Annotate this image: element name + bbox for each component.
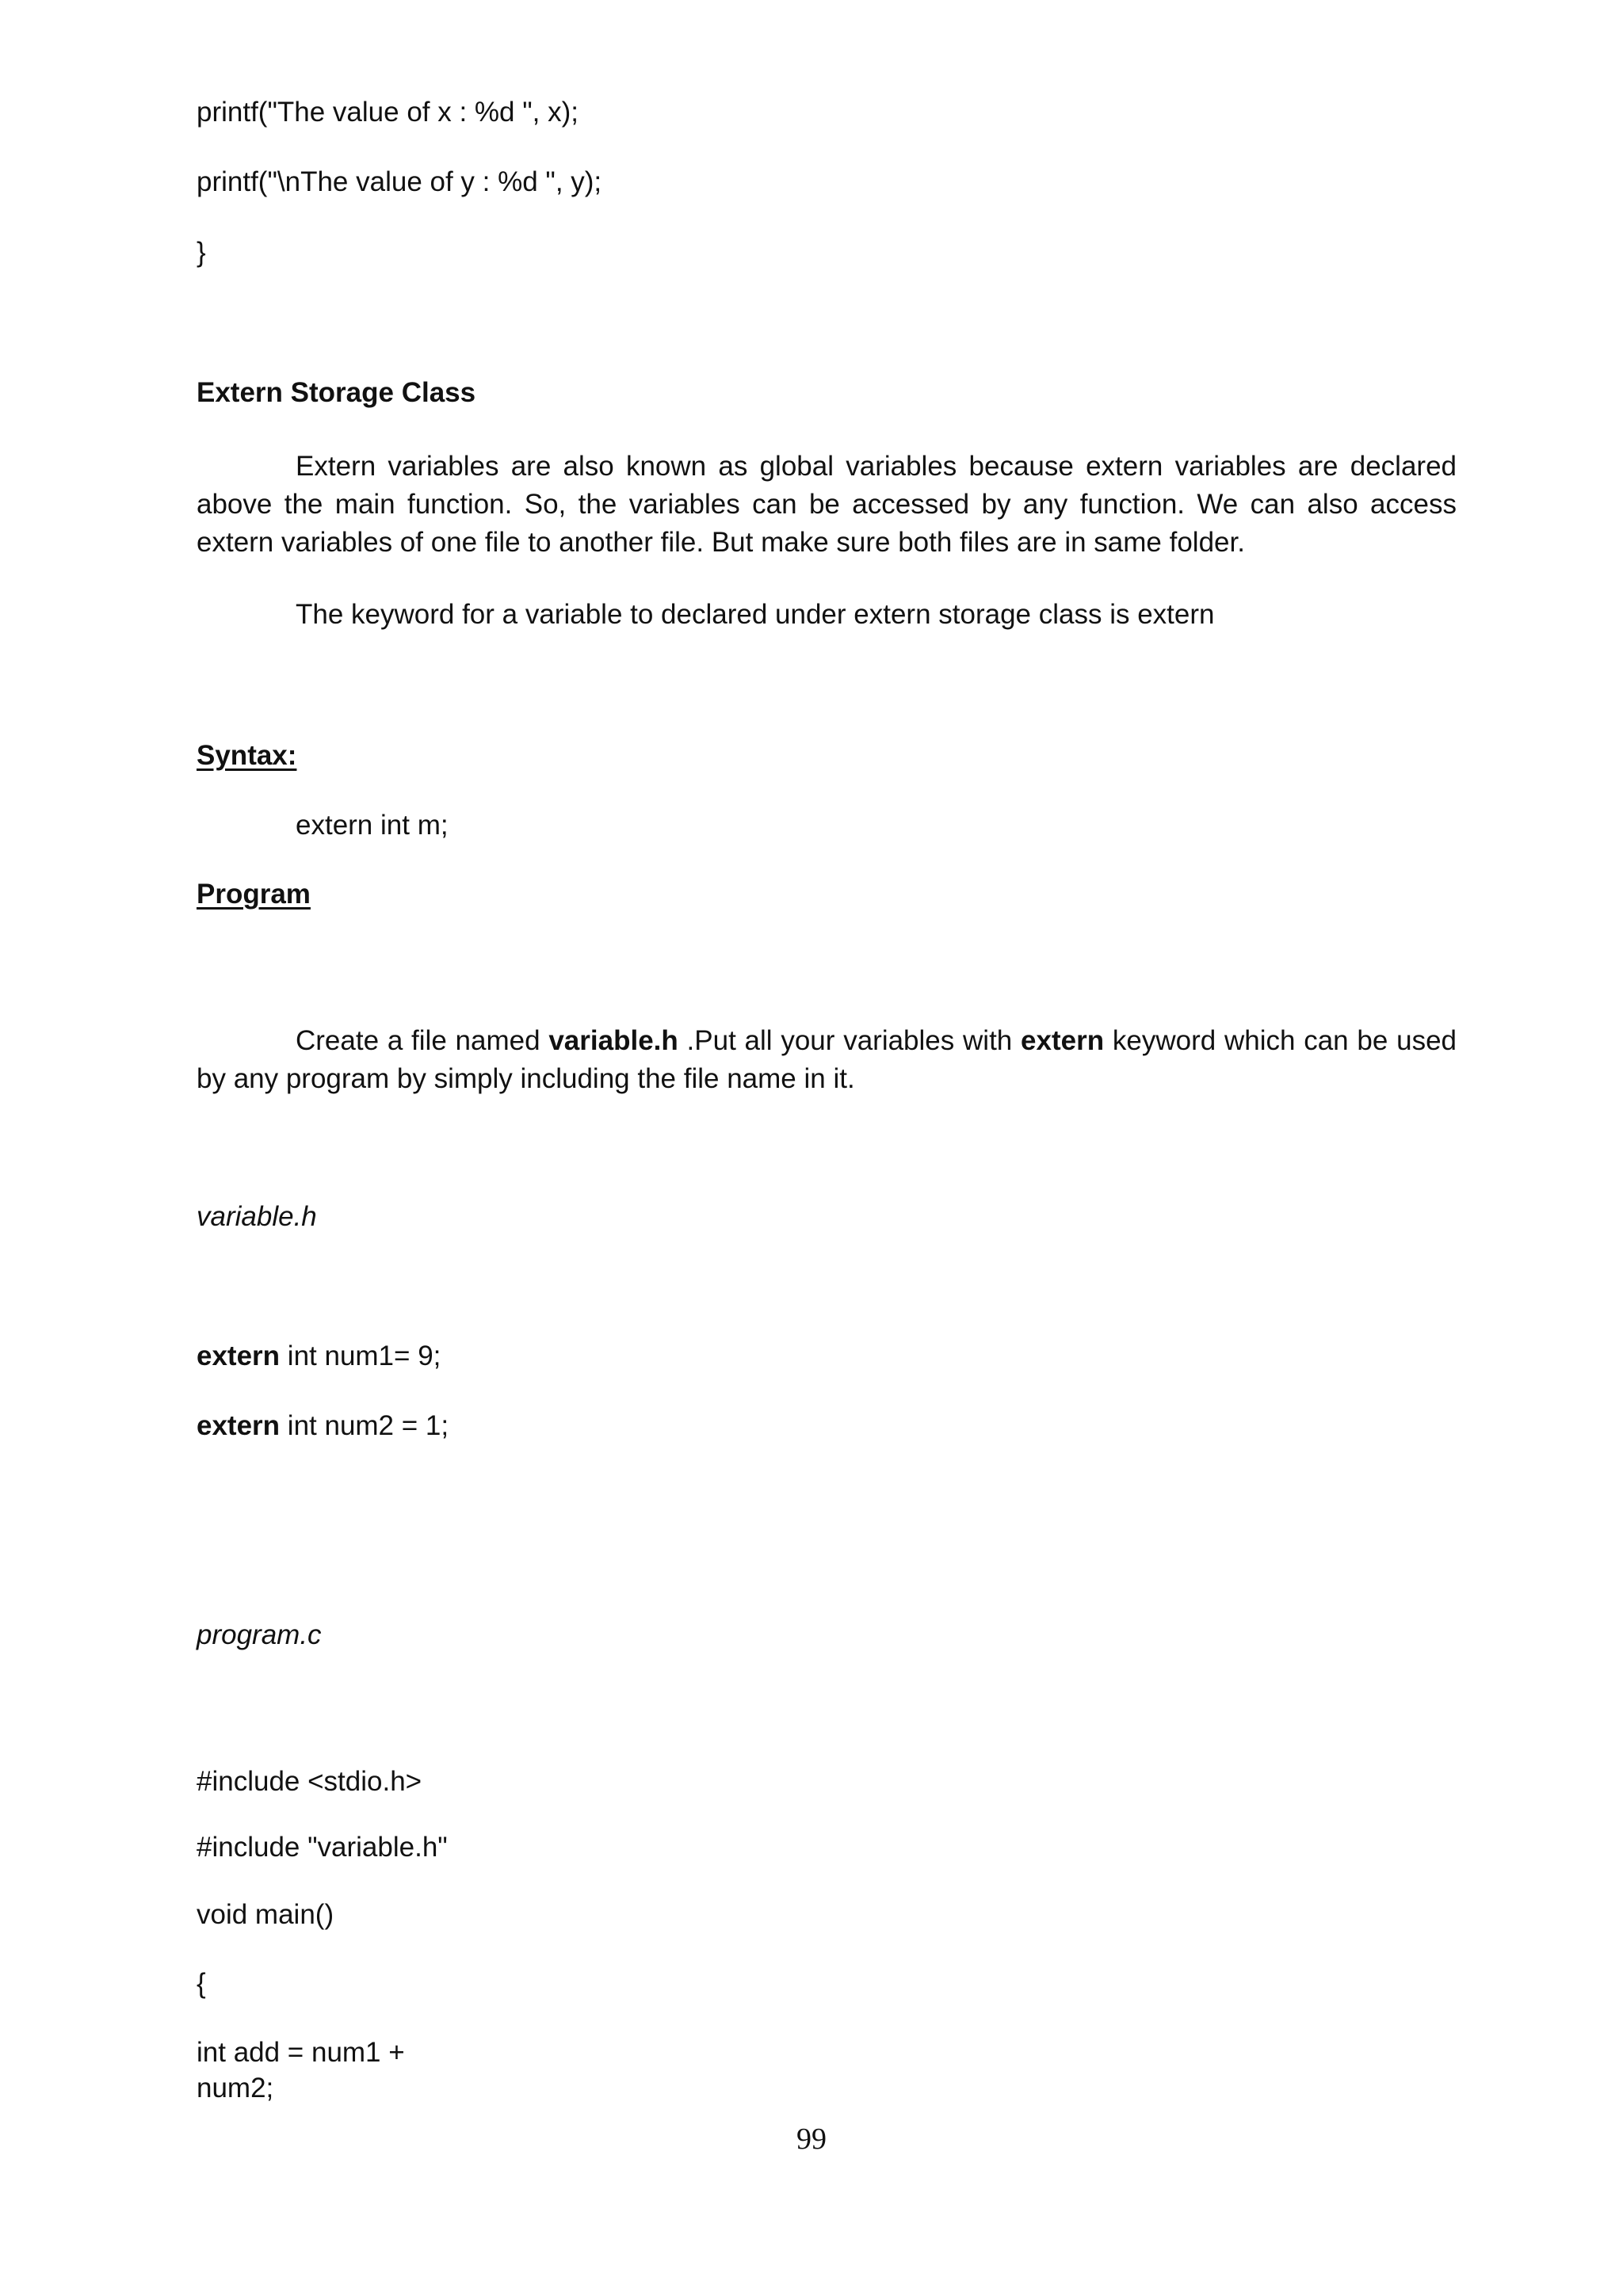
program-c-line-1: #include <stdio.h> bbox=[197, 1766, 422, 1797]
code-line-printf-y: printf("\nThe value of y : %d ", y); bbox=[197, 166, 602, 197]
program-description bbox=[197, 1022, 1457, 1098]
program-c-filename: program.c bbox=[197, 1619, 322, 1650]
section-heading: Extern Storage Class bbox=[197, 377, 476, 408]
code-line-close-brace: } bbox=[197, 237, 206, 268]
program-desc-filename: variable.h bbox=[548, 1025, 678, 1056]
program-c-line-5b: num2; bbox=[197, 2073, 274, 2103]
extern-keyword: extern bbox=[197, 1341, 281, 1371]
variable-h-line-1-rest: int num1= 9; bbox=[280, 1341, 441, 1371]
syntax-code: extern int m; bbox=[296, 810, 449, 841]
program-c-line-4: { bbox=[197, 1968, 206, 1999]
extern-keyword: extern bbox=[197, 1410, 281, 1441]
program-c-line-5a: int add = num1 + bbox=[197, 2037, 405, 2068]
program-c-line-3: void main() bbox=[197, 1899, 334, 1930]
extern-keyword-note: The keyword for a variable to declared under extern storage class is extern bbox=[296, 599, 1215, 630]
code-line-printf-x: printf("The value of x : %d ", x); bbox=[197, 97, 579, 128]
program-c-line-2: #include "variable.h" bbox=[197, 1832, 448, 1863]
variable-h-line-1 bbox=[197, 1337, 441, 1375]
variable-h-line-2 bbox=[197, 1407, 449, 1445]
program-desc-text-2: .Put all your variables with bbox=[678, 1025, 1022, 1056]
extern-description-first-line: Extern variables are also known as global variables because extern variables are declared bbox=[296, 451, 1457, 482]
syntax-label: Syntax: bbox=[197, 740, 297, 771]
program-desc-extern: extern bbox=[1021, 1025, 1105, 1056]
program-label: Program bbox=[197, 879, 311, 910]
page-number: 99 bbox=[796, 2122, 827, 2156]
variable-h-line-2-rest: int num2 = 1; bbox=[280, 1410, 449, 1441]
program-desc-text-3: keyword which can be used by any program by simply including the file name in it. bbox=[197, 1025, 1457, 1094]
extern-description bbox=[197, 448, 1457, 562]
extern-description-rest: above the main function. So, the variables can be accessed by any function. We can also access extern variables of one file to another file. But make sure both files are in same folder. bbox=[197, 489, 1457, 558]
variable-h-filename: variable.h bbox=[197, 1201, 317, 1232]
program-desc-text-1: Create a file named bbox=[296, 1025, 549, 1056]
